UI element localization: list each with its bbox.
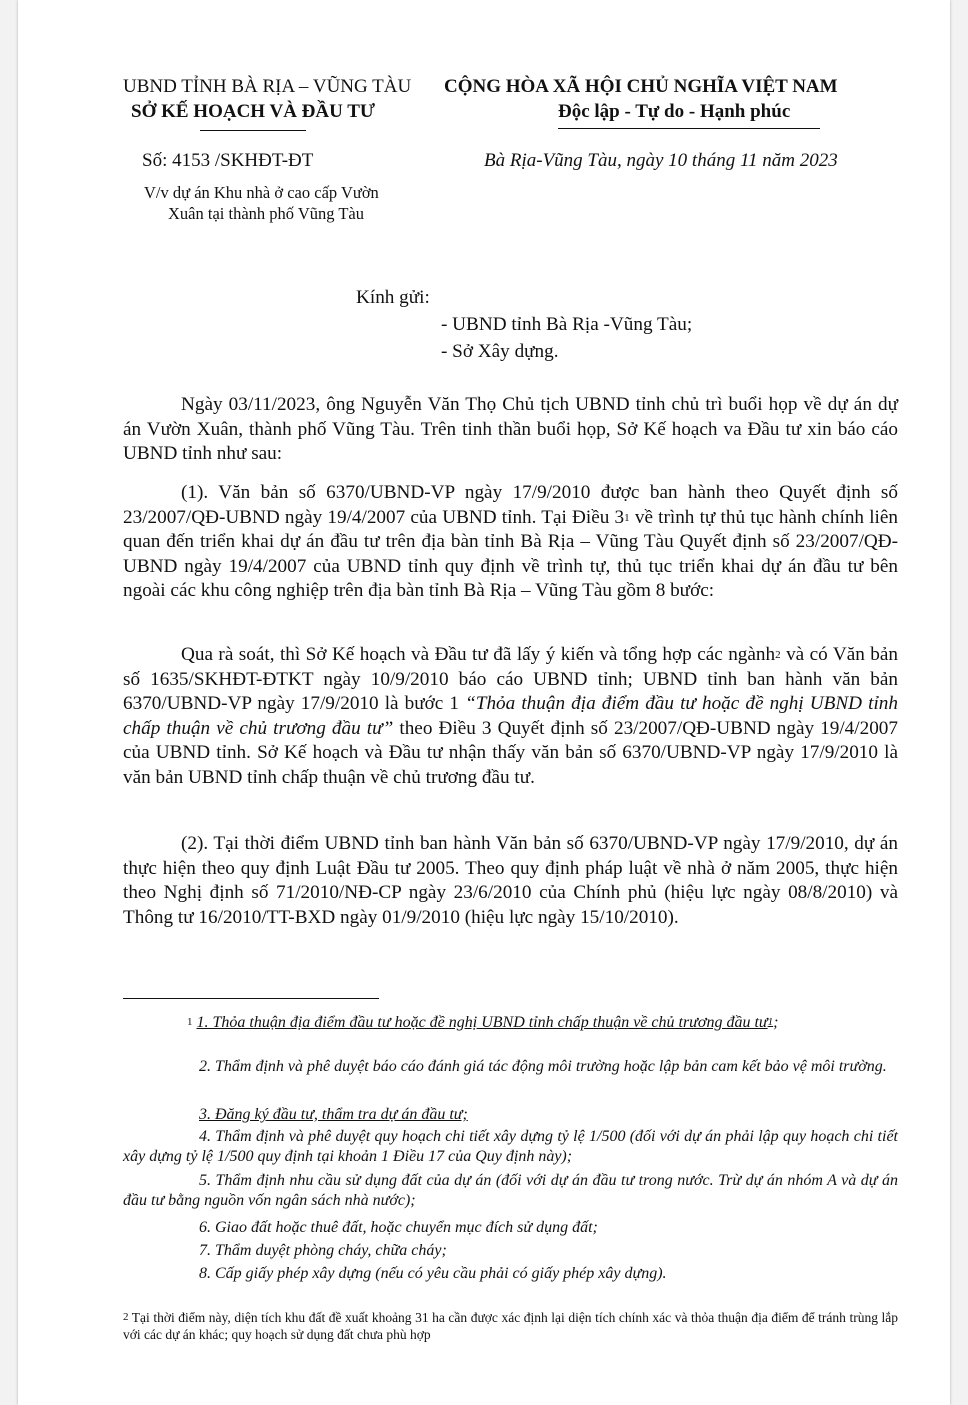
issuer-line2: SỞ KẾ HOẠCH VÀ ĐẦU TƯ	[131, 101, 376, 122]
footnote-ref-1: 1	[624, 511, 630, 524]
national-motto: Độc lập - Tự do - Hạnh phúc	[558, 101, 791, 122]
paragraph-1	[123, 481, 898, 604]
issuer-line1: UBND TỈNH BÀ RỊA – VŨNG TÀU	[123, 76, 412, 97]
subject-line1: V/v dự án Khu nhà ở cao cấp Vườn	[144, 183, 379, 202]
motto-underline	[558, 128, 820, 129]
paragraph-review-text-c: theo Điều 3 Quyết định số 23/2007/QĐ-UBND ngày 19/4/2007 của UBND tỉnh. Sở Kế hoạch và Đầu tư nhận thấy văn bản số 6370/UBND-VP ngày 17/9/2010 là văn bản UBND tỉnh chấp thuận về chủ trương đầu tư.	[123, 717, 898, 788]
footnote-separator	[123, 998, 379, 999]
footnote-1-item-2: 2. Thẩm định và phê duyệt báo cáo đánh giá tác động môi trường hoặc lập bản cam kết bảo vệ môi trường.	[199, 1058, 887, 1075]
paragraph-1-text-a: (1). Văn bản số 6370/UBND-VP ngày 17/9/2010 được ban hành theo Quyết định số 23/2007/QĐ-UBND ngày 19/4/2007 của UBND tỉnh. Tại Điều 3	[123, 482, 898, 528]
recipient-item: - Sở Xây dựng.	[441, 341, 559, 362]
footnote-ref-2: 2	[775, 649, 781, 661]
footnote-1-mark: 1	[187, 1016, 193, 1028]
footnote-2-text: Tại thời điểm này, diện tích khu đất đề xuất khoảng 31 ha cần được xác định lại diện tích chính xác và thỏa thuận địa điểm để tránh trùng lắp với các dự án khác; quy hoạch sử dụng đất chưa phù hợp	[123, 1310, 898, 1342]
footnote-1-item-1	[123, 1013, 898, 1033]
paragraph-review-quote: “Thỏa thuận địa điểm đầu tư hoặc đề nghị UBND tỉnh chấp thuận về chủ trương đầu tư”	[123, 693, 898, 739]
paragraph-1-text-b: về trình tự thủ tục hành chính liên quan đến triển khai dự án đầu tư trên địa bàn tỉnh Bà Rịa – Vũng Tàu Quyết định số 23/2007/QĐ-UBND ngày 19/4/2007 của UBND tỉnh quy định về trình tự, thủ tục triển khai dự án đầu tư bên ngoài các khu công nghiệp trên địa bàn tỉnh Bà Rịa – Vũng Tàu gồm 8 bước:	[123, 506, 898, 601]
paragraph-review-text-b: và có Văn bản số 1635/SKHĐT-ĐTKT ngày 10/9/2010 báo cáo UBND tỉnh; UBND tỉnh ban hành văn bản 6370/UBND-VP ngày 17/9/2010 là bước 1	[123, 644, 898, 714]
issuer-underline	[200, 130, 306, 131]
paragraph-2: (2). Tại thời điểm UBND tỉnh ban hành Văn bản số 6370/UBND-VP ngày 17/9/2010, dự án thực hiện theo quy định Luật Đầu tư 2005. Theo quy định pháp luật về nhà ở năm 2005, thực hiện theo Nghị định số 71/2010/NĐ-CP ngày 23/6/2010 của Chính phủ (hiệu lực ngày 08/8/2010) và Thông tư 16/2010/TT-BXD ngày 01/9/2010 (hiệu lực ngày 15/10/2010).	[123, 833, 898, 928]
recipient-item: - UBND tỉnh Bà Rịa -Vũng Tàu;	[441, 314, 693, 335]
footnote-1-item-8: 8. Cấp giấy phép xây dựng (nếu có yêu cầu phải có giấy phép xây dựng).	[199, 1265, 667, 1282]
document-date: Bà Rịa-Vũng Tàu, ngày 10 tháng 11 năm 2023	[484, 150, 838, 171]
recipients-label: Kính gửi:	[356, 287, 430, 308]
document-page	[18, 0, 950, 1405]
footnote-1-item-5: 5. Thẩm định nhu cầu sử dụng đất của dự án (đối với dự án đầu tư trong nước. Trừ dự án nhóm A và dự án đầu tư bằng nguồn vốn ngân sách nhà nước);	[123, 1172, 898, 1209]
footnote-1-item-1-text: 1. Thỏa thuận địa điểm đầu tư hoặc đề nghị UBND tỉnh chấp thuận về chủ trương đầu tư	[196, 1014, 768, 1031]
paragraph-review-text-a: Qua rà soát, thì Sở Kế hoạch và Đầu tư đã lấy ý kiến và tổng hợp các ngành	[181, 644, 776, 665]
footnote-1-item-1-end: ;	[773, 1014, 779, 1031]
footnote-2-mark: 2	[123, 1311, 129, 1323]
footnote-1-item-1-sup: 1	[767, 1016, 774, 1028]
paragraph-review	[123, 643, 898, 790]
national-title: CỘNG HÒA XÃ HỘI CHỦ NGHĨA VIỆT NAM	[444, 76, 838, 97]
document-number: Số: 4153 /SKHĐT-ĐT	[142, 150, 314, 171]
subject-line2: Xuân tại thành phố Vũng Tàu	[168, 204, 364, 223]
paragraph-intro: Ngày 03/11/2023, ông Nguyễn Văn Thọ Chủ tịch UBND tỉnh chủ trì buổi họp về dự án dự án Vườn Xuân, thành phố Vũng Tàu. Trên tinh thần buổi họp, Sở Kế hoạch va Đầu tư xin báo cáo UBND tỉnh như sau:	[123, 394, 898, 464]
footnote-1-item-6: 6. Giao đất hoặc thuê đất, hoặc chuyển mục đích sử dụng đất;	[199, 1219, 598, 1236]
footnote-2	[123, 1309, 898, 1343]
footnote-1-item-3	[123, 1105, 898, 1125]
footnote-1-item-4: 4. Thẩm định và phê duyệt quy hoạch chi tiết xây dựng tỷ lệ 1/500 (đối với dự án phải lập quy hoạch chi tiết xây dựng tỷ lệ 1/500 quy định tại khoản 1 Điều 17 của Quy định này);	[123, 1128, 898, 1165]
footnote-1-item-7: 7. Thẩm duyệt phòng cháy, chữa cháy;	[199, 1242, 447, 1259]
footnote-1-item-3-text: 3. Đăng ký đầu tư, thẩm tra dự án đầu tư;	[199, 1106, 468, 1123]
